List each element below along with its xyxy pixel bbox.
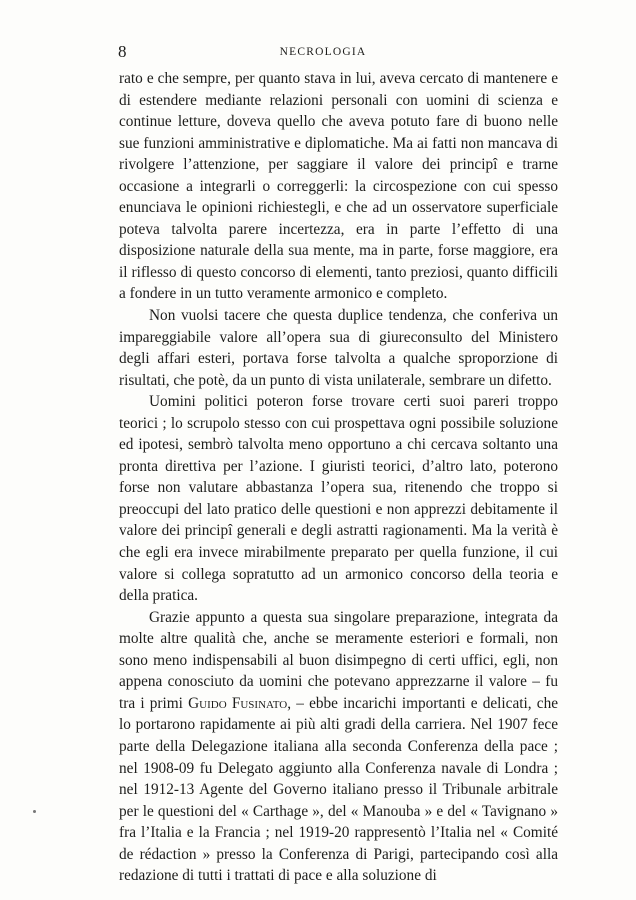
running-title: NECROLOGIA bbox=[279, 46, 367, 58]
person-name-guido-fusinato: Guido Fusinato bbox=[188, 694, 288, 712]
paragraph-4 bbox=[119, 607, 558, 887]
paragraph-1: rato e che sempre, per quanto stava in lui, aveva cercato di mantenere e di estendere mediante relazioni personali con uomini di scienza e continue letture, doveva quello che aveva potuto fare di buono nelle sue funzioni amministrative e diplomatiche. Ma ai fatti non mancava di rivolgere l’attenzione, per saggiare il valore dei principî e trarne occasione a integrarli o correggerli: la circospezione con cui spesso enunciava le opinioni richiestegli, e che ad un osservatore superficiale poteva talvolta parere incertezza, era in parte l’effetto di una disposizione naturale della sua mente, ma in parte, forse maggiore, era il riflesso di questo concorso di elementi, tanto preziosi, quanto difficili a fondere in un tutto veramente armonico e completo. bbox=[119, 70, 558, 303]
paragraph-4-text-after: , – ebbe incarichi importanti e delicati, che lo portarono rapidamente ai più alti gradi della carriera. Nel 1907 fece parte della Delegazione italiana alla seconda Conferenza della pace ; nel 1908-09 fu Delegato aggiunto alla Conferenza navale di Londra ; nel 1912-13 Agente del Governo italiano presso il Tribunale arbitrale per le questioni del « Carthage », del « Manouba » e del « Tavignano » fra l’Italia e la Francia ; nel 1919-20 rappresentò l’Italia nel « Comité de rédaction » presso la Conferenza di Parigi, partecipando così alla redazione di tutti i trattati di pace e alla soluzione di bbox=[119, 694, 559, 885]
body-text bbox=[88, 68, 558, 887]
book-page bbox=[88, 38, 558, 887]
paragraph-4-text-before: Grazie appunto a questa sua singolare preparazione, integrata da molte altre qualità che, anche se meramente esteriori e formali, non sono meno indispensabili al buon disimpegno di certi uffici, egli, non appena conosciuto da uomini che potevano apprezzarne il valore – fu tra i primi bbox=[119, 608, 558, 712]
margin-speck bbox=[33, 810, 36, 813]
paragraph-2: Non vuolsi tacere che questa duplice tendenza, che conferiva un impareggiabile valore all’opera sua di giureconsulto del Ministero degli affari esteri, portava forse talvolta a qualche sproporzione di risultati, che potè, da un punto di vista unilaterale, sembrare un difetto. bbox=[119, 307, 558, 389]
page-header bbox=[88, 38, 558, 62]
page-number: 8 bbox=[118, 42, 127, 61]
paragraph-3: Uomini politici poteron forse trovare certi suoi pareri troppo teorici ; lo scrupolo stesso con cui prospettava ogni possibile soluzione ed ipotesi, sembrò talvolta meno opportuno a chi cercava soltanto una pronta direttiva per l’azione. I giuristi teorici, d’altro lato, poterono forse non valutare abbastanza l’opera sua, ritenendo che troppo si preoccupi del lato pratico delle questioni e non apprezzi debitamente il valore dei principî generali e degli astratti ragionamenti. Ma la verità è che egli era invece mirabilmente preparato per quella funzione, il cui valore si collega sopratutto ad un armonico concorso della teoria e della pratica. bbox=[119, 393, 558, 605]
